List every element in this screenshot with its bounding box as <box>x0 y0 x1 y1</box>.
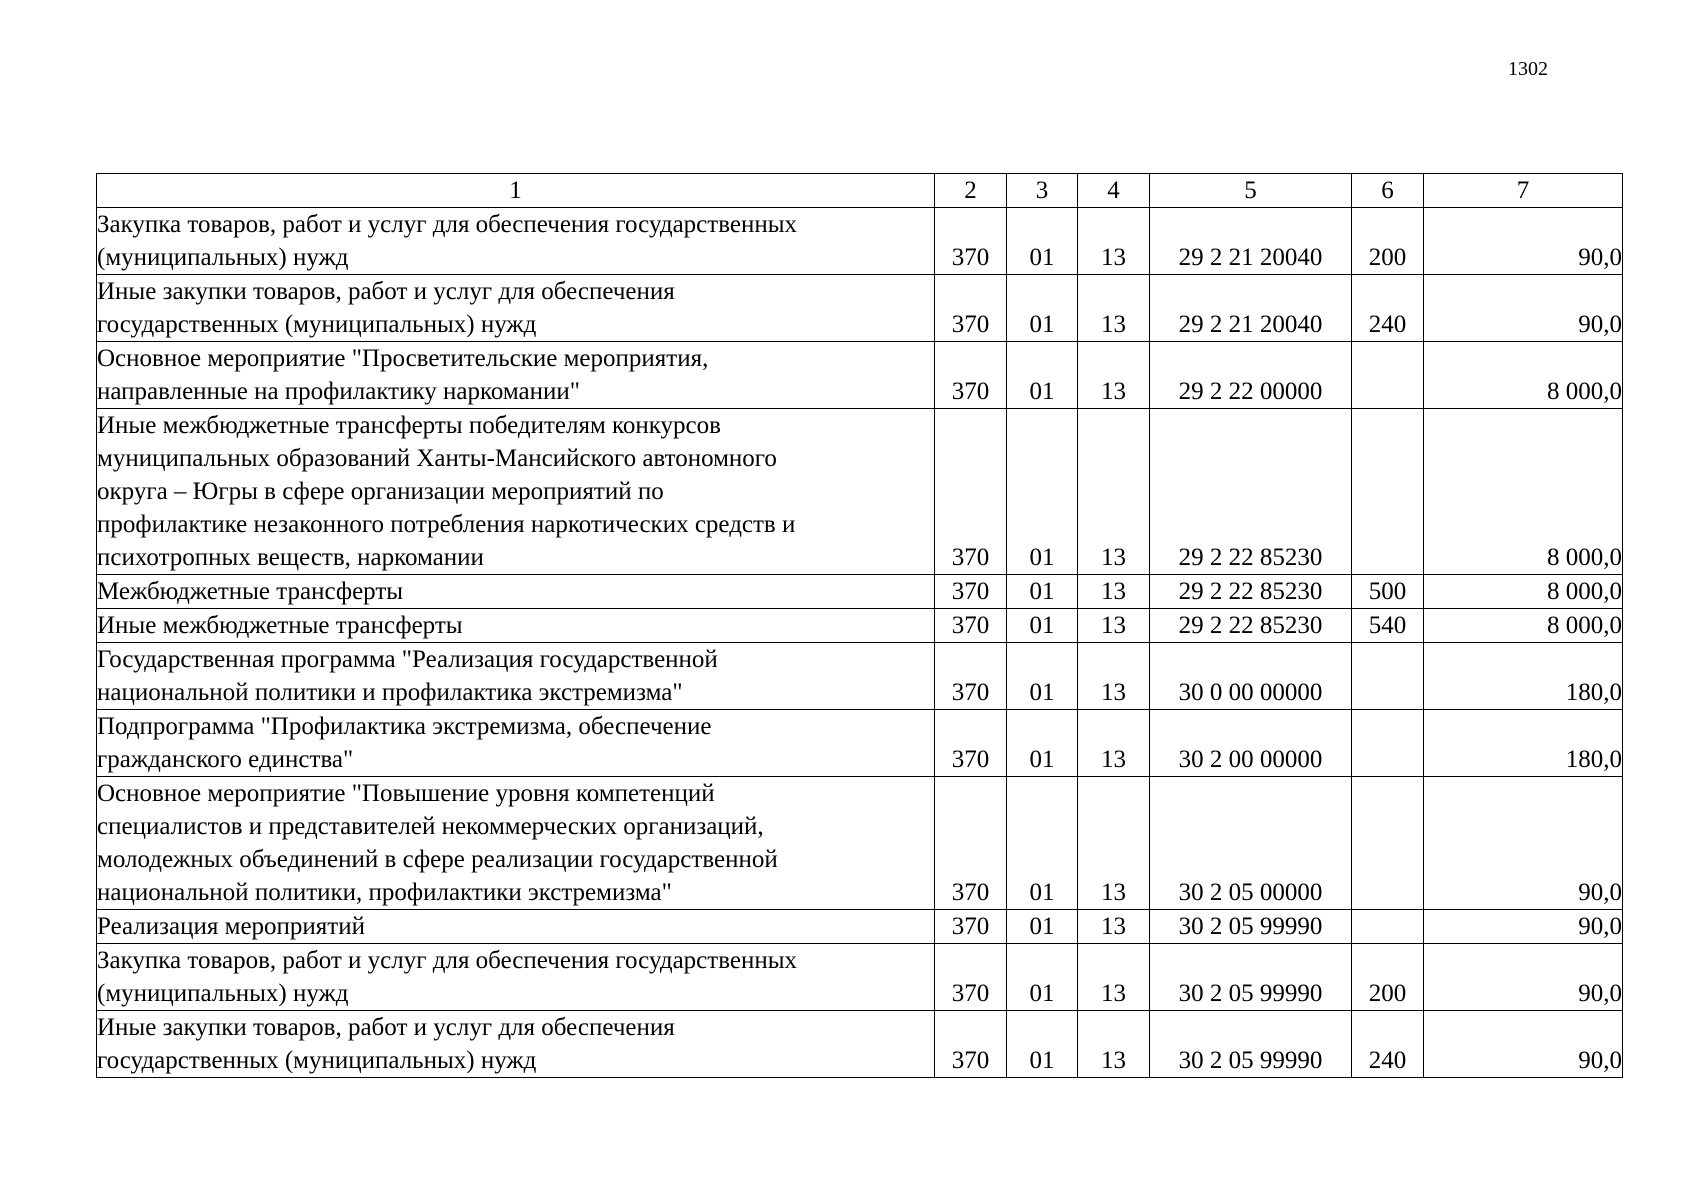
expense-type-cell: 200 <box>1352 208 1424 275</box>
target-article-cell: 29 2 22 85230 <box>1150 409 1352 575</box>
ministry-code-cell: 370 <box>935 275 1007 342</box>
column-header: 1 <box>97 174 935 208</box>
row-name-cell <box>97 710 935 777</box>
row-name-cell <box>97 944 935 1011</box>
amount-cell: 90,0 <box>1424 275 1623 342</box>
row-name-cell <box>97 409 935 575</box>
table-row <box>97 609 1623 643</box>
row-name-line: муниципальных образований Ханты-Мансийского автономного <box>97 445 777 472</box>
row-name-cell <box>97 609 935 643</box>
row-name-line: Закупка товаров, работ и услуг для обеспечения государственных <box>97 947 798 974</box>
row-name-cell <box>97 777 935 910</box>
amount-cell: 90,0 <box>1424 1011 1623 1078</box>
expense-type-cell <box>1352 710 1424 777</box>
target-article-cell: 30 0 00 00000 <box>1150 643 1352 710</box>
expense-type-cell: 240 <box>1352 275 1424 342</box>
expense-type-cell <box>1352 910 1424 944</box>
section-code-cell: 01 <box>1007 275 1078 342</box>
amount-cell: 180,0 <box>1424 643 1623 710</box>
ministry-code-cell: 370 <box>935 342 1007 409</box>
row-name-cell <box>97 342 935 409</box>
table-row <box>97 710 1623 777</box>
table-row <box>97 643 1623 710</box>
column-header: 6 <box>1352 174 1424 208</box>
amount-cell: 8 000,0 <box>1424 609 1623 643</box>
row-name-line: Иные межбюджетные трансферты <box>97 612 463 639</box>
table-body <box>97 208 1623 1078</box>
section-code-cell: 01 <box>1007 777 1078 910</box>
section-code-cell: 01 <box>1007 643 1078 710</box>
table-row <box>97 575 1623 609</box>
row-name-line: профилактике незаконного потребления наркотических средств и <box>97 511 796 538</box>
section-code-cell: 01 <box>1007 409 1078 575</box>
budget-table <box>96 173 1623 1078</box>
amount-cell: 90,0 <box>1424 944 1623 1011</box>
ministry-code-cell: 370 <box>935 409 1007 575</box>
column-header: 5 <box>1150 174 1352 208</box>
row-name-line: Закупка товаров, работ и услуг для обеспечения государственных <box>97 211 798 238</box>
section-code-cell: 01 <box>1007 1011 1078 1078</box>
row-name-line: Реализация мероприятий <box>97 913 365 940</box>
amount-cell: 180,0 <box>1424 710 1623 777</box>
ministry-code-cell: 370 <box>935 208 1007 275</box>
subsection-code-cell: 13 <box>1078 910 1150 944</box>
row-name-line: Иные закупки товаров, работ и услуг для обеспечения <box>97 1014 675 1041</box>
table-row <box>97 944 1623 1011</box>
row-name-line: Межбюджетные трансферты <box>97 578 404 605</box>
row-name-line: государственных (муниципальных) нужд <box>97 1047 537 1074</box>
amount-cell: 8 000,0 <box>1424 409 1623 575</box>
section-code-cell: 01 <box>1007 342 1078 409</box>
table-row <box>97 1011 1623 1078</box>
row-name-cell <box>97 575 935 609</box>
amount-cell: 90,0 <box>1424 910 1623 944</box>
row-name-line: гражданского единства" <box>97 746 354 773</box>
amount-cell: 8 000,0 <box>1424 575 1623 609</box>
expense-type-cell: 540 <box>1352 609 1424 643</box>
ministry-code-cell: 370 <box>935 777 1007 910</box>
target-article-cell: 29 2 21 20040 <box>1150 275 1352 342</box>
row-name-line: Государственная программа "Реализация государственной <box>97 646 718 673</box>
expense-type-cell <box>1352 643 1424 710</box>
row-name-line: округа – Югры в сфере организации мероприятий по <box>97 478 664 505</box>
column-header: 2 <box>935 174 1007 208</box>
target-article-cell: 29 2 22 85230 <box>1150 575 1352 609</box>
expense-type-cell: 200 <box>1352 944 1424 1011</box>
subsection-code-cell: 13 <box>1078 342 1150 409</box>
row-name-line: Иные межбюджетные трансферты победителям конкурсов <box>97 412 721 439</box>
expense-type-cell <box>1352 342 1424 409</box>
subsection-code-cell: 13 <box>1078 208 1150 275</box>
ministry-code-cell: 370 <box>935 609 1007 643</box>
table-row <box>97 342 1623 409</box>
section-code-cell: 01 <box>1007 944 1078 1011</box>
row-name-line: государственных (муниципальных) нужд <box>97 311 537 338</box>
header-row <box>97 174 1623 208</box>
column-header: 4 <box>1078 174 1150 208</box>
subsection-code-cell: 13 <box>1078 1011 1150 1078</box>
table-row <box>97 275 1623 342</box>
expense-type-cell <box>1352 777 1424 910</box>
subsection-code-cell: 13 <box>1078 643 1150 710</box>
ministry-code-cell: 370 <box>935 910 1007 944</box>
ministry-code-cell: 370 <box>935 944 1007 1011</box>
section-code-cell: 01 <box>1007 609 1078 643</box>
row-name-cell <box>97 275 935 342</box>
target-article-cell: 30 2 05 99990 <box>1150 944 1352 1011</box>
target-article-cell: 29 2 22 85230 <box>1150 609 1352 643</box>
ministry-code-cell: 370 <box>935 1011 1007 1078</box>
row-name-cell <box>97 910 935 944</box>
row-name-line: Основное мероприятие "Повышение уровня компетенций <box>97 780 715 807</box>
table-row <box>97 208 1623 275</box>
section-code-cell: 01 <box>1007 208 1078 275</box>
expense-type-cell <box>1352 409 1424 575</box>
row-name-line: национальной политики, профилактики экстремизма" <box>97 879 672 906</box>
row-name-cell <box>97 208 935 275</box>
row-name-line: (муниципальных) нужд <box>97 244 349 271</box>
amount-cell: 90,0 <box>1424 208 1623 275</box>
target-article-cell: 30 2 00 00000 <box>1150 710 1352 777</box>
expense-type-cell: 240 <box>1352 1011 1424 1078</box>
row-name-line: Подпрограмма "Профилактика экстремизма, обеспечение <box>97 713 712 740</box>
ministry-code-cell: 370 <box>935 643 1007 710</box>
amount-cell: 8 000,0 <box>1424 342 1623 409</box>
target-article-cell: 30 2 05 99990 <box>1150 1011 1352 1078</box>
subsection-code-cell: 13 <box>1078 609 1150 643</box>
target-article-cell: 29 2 21 20040 <box>1150 208 1352 275</box>
column-header: 3 <box>1007 174 1078 208</box>
target-article-cell: 30 2 05 00000 <box>1150 777 1352 910</box>
row-name-line: специалистов и представителей некоммерческих организаций, <box>97 813 764 840</box>
ministry-code-cell: 370 <box>935 575 1007 609</box>
table-row <box>97 910 1623 944</box>
row-name-line: (муниципальных) нужд <box>97 980 349 1007</box>
row-name-line: молодежных объединений в сфере реализации государственной <box>97 846 778 873</box>
subsection-code-cell: 13 <box>1078 409 1150 575</box>
section-code-cell: 01 <box>1007 910 1078 944</box>
expense-type-cell: 500 <box>1352 575 1424 609</box>
subsection-code-cell: 13 <box>1078 575 1150 609</box>
target-article-cell: 29 2 22 00000 <box>1150 342 1352 409</box>
amount-cell: 90,0 <box>1424 777 1623 910</box>
row-name-cell <box>97 643 935 710</box>
table-row <box>97 777 1623 910</box>
row-name-line: Основное мероприятие "Просветительские мероприятия, <box>97 345 709 372</box>
row-name-cell <box>97 1011 935 1078</box>
row-name-line: направленные на профилактику наркомании" <box>97 378 580 405</box>
subsection-code-cell: 13 <box>1078 777 1150 910</box>
row-name-line: национальной политики и профилактика экстремизма" <box>97 679 683 706</box>
section-code-cell: 01 <box>1007 710 1078 777</box>
table-row <box>97 409 1623 575</box>
row-name-line: Иные закупки товаров, работ и услуг для обеспечения <box>97 278 675 305</box>
ministry-code-cell: 370 <box>935 710 1007 777</box>
subsection-code-cell: 13 <box>1078 944 1150 1011</box>
subsection-code-cell: 13 <box>1078 275 1150 342</box>
page-number: 1302 <box>1508 58 1548 80</box>
column-header: 7 <box>1424 174 1623 208</box>
section-code-cell: 01 <box>1007 575 1078 609</box>
subsection-code-cell: 13 <box>1078 710 1150 777</box>
row-name-line: психотропных веществ, наркомании <box>97 544 484 571</box>
target-article-cell: 30 2 05 99990 <box>1150 910 1352 944</box>
